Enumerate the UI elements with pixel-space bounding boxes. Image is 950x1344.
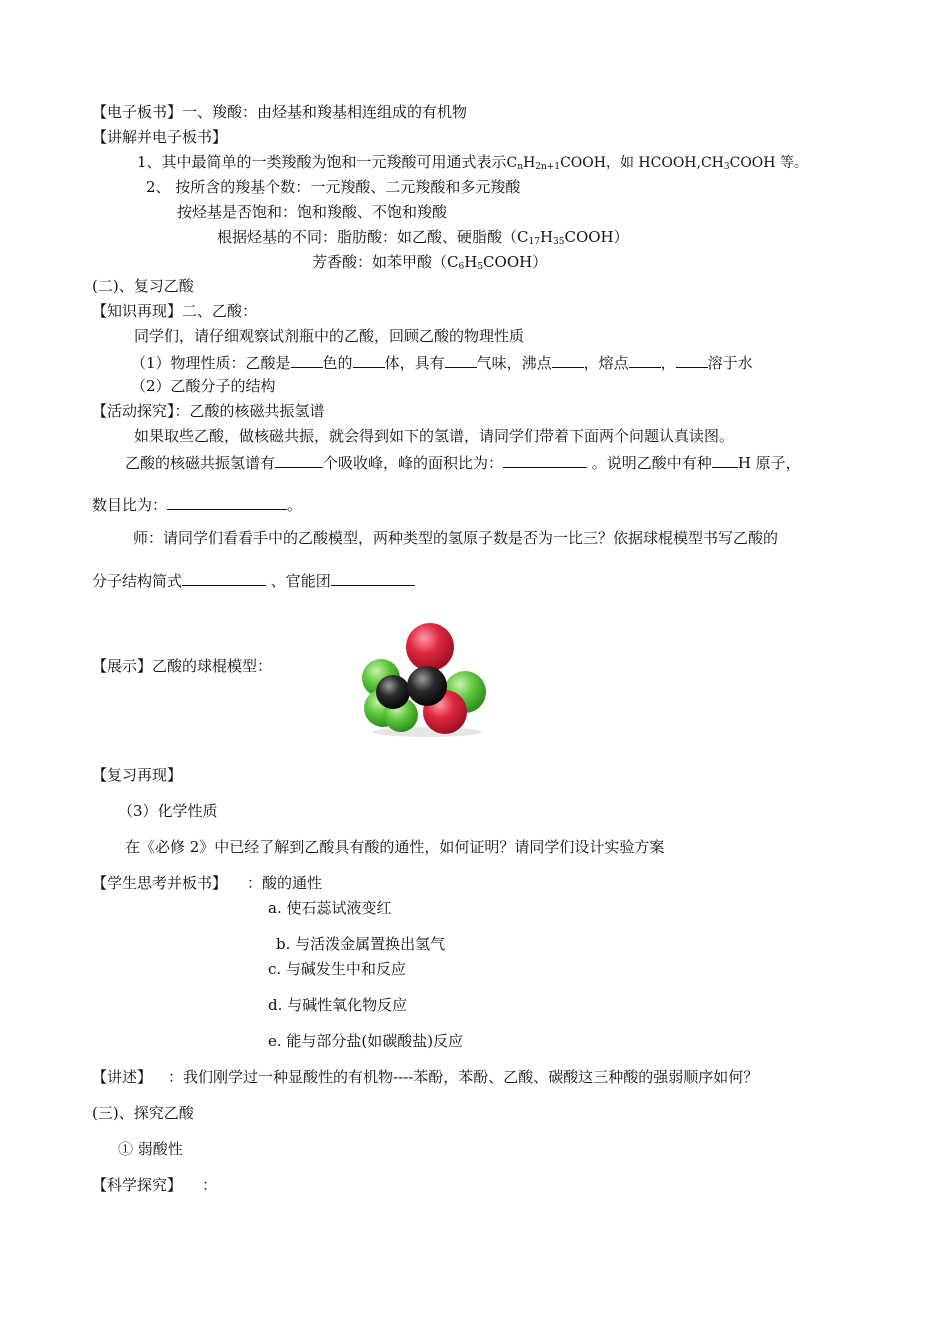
blank-odor[interactable] <box>445 351 477 368</box>
heading-show-model: 【展示】乙酸的球棍模型： <box>92 657 273 675</box>
heading-knowledge: 【知识再现】二、乙酸： <box>92 302 258 320</box>
heading-science-explore: 【科学探究】 ： <box>92 1176 218 1194</box>
aromatic-acid: 芳香酸：如苯甲酸$(C_6H_5COOH)$ <box>312 253 548 272</box>
student-thinking-line: 【学生思考并板书】 ：酸的通性 <box>92 874 323 892</box>
prop-a: a. 使石蕊试液变红 <box>268 899 392 917</box>
heading-explain: 【讲解并电子板书】 <box>92 128 228 146</box>
blank-color[interactable] <box>291 351 323 368</box>
blank-solubility[interactable] <box>676 351 708 368</box>
prop-e: e. 能与部分盐(如碳酸盐)反应 <box>268 1032 464 1050</box>
nmr-instruction: 如果取些乙酸，做核磁共振，就会得到如下的氢谱，请同学们带着下面两个问题认真读图。 <box>134 427 735 445</box>
blank-structural-formula[interactable] <box>182 569 266 586</box>
blank-boiling-point[interactable] <box>552 351 584 368</box>
narration-line: 【讲述】 ：我们刚学过一种显酸性的有机物----苯酚，苯酚、乙酸、碳酸这三种酸的强弱顺序如何？ <box>92 1068 759 1086</box>
structure-subheading: （2）乙酸分子的结构 <box>131 377 276 395</box>
observe-instruction: 同学们，请仔细观察试剂瓶中的乙酸，回顾乙酸的物理性质 <box>134 327 525 345</box>
blank-area-ratio[interactable] <box>503 451 587 468</box>
section-explore-acetic-acid: (三)、探究乙酸 <box>92 1104 194 1122</box>
heading-review: 【复习再现】 <box>92 766 183 784</box>
ratio-line: 数目比为： 。 <box>92 493 302 515</box>
prop-c: c. 与碱发生中和反应 <box>268 960 406 978</box>
textbook-question: 在《必修 2》中已经了解到乙酸具有酸的通性，如何证明？请同学们设计实验方案 <box>125 838 665 856</box>
blank-functional-group[interactable] <box>331 569 415 586</box>
teacher-question: 师：请同学们看看手中的乙酸模型，两种类型的氢原子数是否为一比三？依据球棍模型书写乙酸的 <box>133 529 779 547</box>
heading-carboxylic-acid: 【电子板书】一、羧酸：由烃基和羧基相连组成的有机物 <box>92 103 468 121</box>
carbon-atom-carboxyl <box>407 666 447 706</box>
general-formula-line: 1、其中最简单的一类羧酸为饱和一元羧酸可用通式表示$C_nH_{2n+1}COOH$，如 $HCOOH,CH_3COOH$ 等。 <box>137 153 808 172</box>
section-review-acetic-acid: (二)、复习乙酸 <box>92 277 194 295</box>
blank-state[interactable] <box>353 351 385 368</box>
carbon-atom-methyl <box>376 675 410 709</box>
heading-activity: 【活动探究】：乙酸的核磁共振氢谱 <box>92 402 325 420</box>
blank-peak-count[interactable] <box>275 451 323 468</box>
prop-d: d. 与碱性氧化物反应 <box>268 996 408 1014</box>
acetic-acid-ball-model-image <box>355 620 495 740</box>
classify-by-saturation: 按烃基是否饱和：饱和羧酸、不饱和羧酸 <box>177 203 448 221</box>
classify-by-count: 2、 按所含的羧基个数：一元羧酸、二元羧酸和多元羧酸 <box>146 178 521 196</box>
blank-h-types[interactable] <box>712 451 738 468</box>
chemical-properties-subheading: （3）化学性质 <box>118 802 218 820</box>
weak-acidity-item: ① 弱酸性 <box>118 1140 183 1158</box>
blank-count-ratio[interactable] <box>167 493 287 510</box>
oxygen-atom-top <box>406 623 454 671</box>
classify-by-hydrocarbon: 根据烃基的不同：脂肪酸：如乙酸、硬脂酸$(C_{17}H_{35}COOH)$ <box>217 228 629 247</box>
nmr-question-line: 乙酸的核磁共振氢谱有 个吸收峰，峰的面积比为： 。说明乙酸中有种 H 原子， <box>125 451 801 473</box>
blank-melting-point[interactable] <box>629 351 661 368</box>
prop-b: b. 与活泼金属置换出氢气 <box>276 935 446 953</box>
model-shadow <box>372 727 482 737</box>
formula-line: 分子结构简式 、官能团 <box>92 569 415 591</box>
physical-properties-line: （1）物理性质：乙酸是 色的 体，具有 气味，沸点 ，熔点 ， 溶于水 <box>131 351 753 373</box>
